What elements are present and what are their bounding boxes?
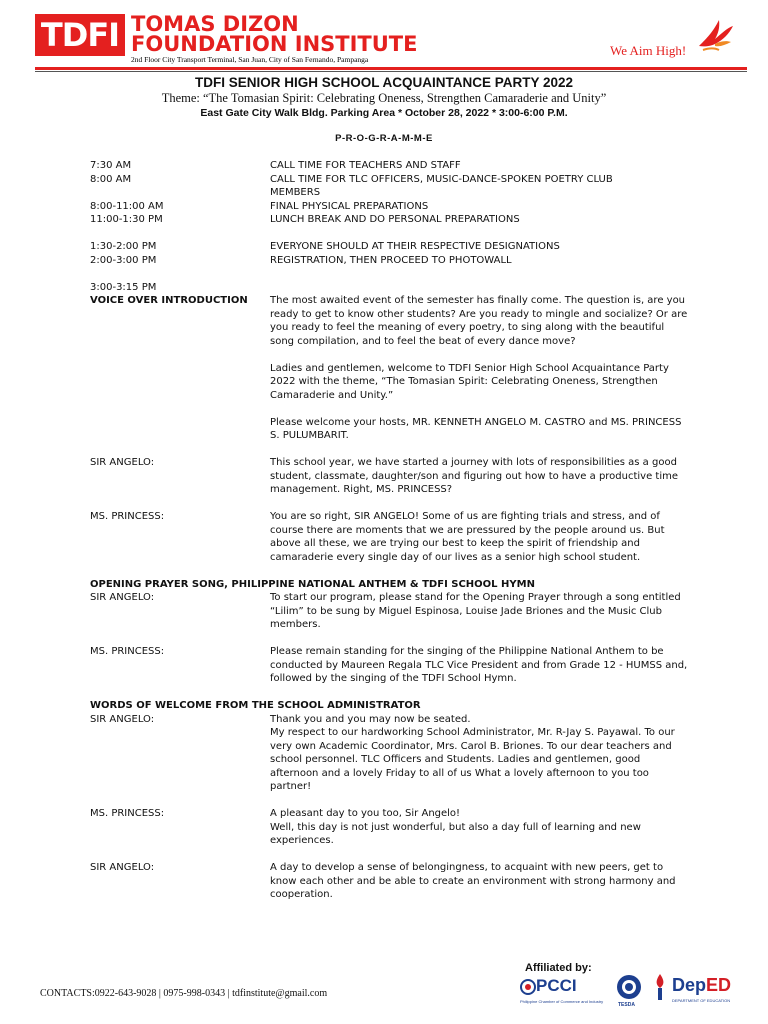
- speaker-label: MS. PRINCESS:: [90, 646, 165, 657]
- schedule-activity: REGISTRATION, THEN PROCEED TO PHOTOWALL: [270, 254, 512, 266]
- deped-name: [672, 975, 731, 996]
- speaker-line: Thank you and you may now be seated. My respect to our hardworking School Administrator, Mr. R-Jay S. Payawal. To our very own Academic Coordinator, Mrs. Carol B. Briones. To our dear teachers and school personnel. TLC Officers and Students. Ladies and gentlemen, good afternoon and a lovely Friday to all of us What a lovely afternoon to you too partner!: [270, 713, 675, 792]
- programme-body: [90, 159, 690, 902]
- voice-over-text: [270, 294, 690, 443]
- schedule-row: [90, 213, 690, 227]
- schedule-activity: CALL TIME FOR TEACHERS AND STAFF: [270, 160, 461, 171]
- programme-heading: P-R-O-G-R-A-M-M-E: [335, 133, 433, 144]
- header-rule-thin: [35, 71, 747, 72]
- schedule-activity: FINAL PHYSICAL PREPARATIONS: [270, 200, 429, 212]
- phoenix-logo-icon: [693, 12, 739, 54]
- schedule-time: 8:00-11:00 AM: [90, 200, 164, 212]
- speaker-label: SIR ANGELO:: [90, 862, 155, 873]
- tesda-name: TESDA: [618, 1002, 635, 1008]
- deped-torch-icon: [648, 972, 672, 1002]
- schedule-time: 3:00-3:15 PM: [90, 281, 157, 293]
- dialogue-row: [90, 591, 690, 632]
- schedule-row: [90, 240, 690, 254]
- schedule-activity: EVERYONE SHOULD AT THEIR RESPECTIVE DESIGNATIONS: [270, 241, 560, 252]
- schedule-row: [90, 254, 690, 268]
- voice-over-paragraph: Please welcome your hosts, MR. KENNETH ANGELO M. CASTRO and MS. PRINCESS S. PULUMBARIT.: [270, 416, 682, 441]
- schedule-row: [90, 281, 690, 295]
- voice-over-row: [90, 294, 690, 443]
- schedule-time: 8:00 AM: [90, 173, 132, 185]
- dialogue-row: [90, 861, 690, 902]
- schedule-activity: LUNCH BREAK AND DO PERSONAL PREPARATIONS: [270, 214, 520, 225]
- speaker-line: This school year, we have started a journey with lots of responsibilities as a good student, classmate, daughter/son and figuring out how to have a productive time management. Right, MS. PRINCESS?: [270, 457, 679, 495]
- event-venue: East Gate City Walk Bldg. Parking Area * October 28, 2022 * 3:00-6:00 P.M.: [200, 107, 568, 119]
- speaker-label: MS. PRINCESS:: [90, 511, 165, 522]
- org-name-line2: FOUNDATION INSTITUTE: [131, 32, 418, 56]
- schedule-row: [90, 173, 690, 200]
- speaker-label: MS. PRINCESS:: [90, 808, 165, 819]
- org-address: 2nd Floor City Transport Terminal, San Juan, City of San Fernando, Pampanga: [131, 55, 369, 64]
- voice-over-paragraph: Ladies and gentlemen, welcome to TDFI Senior High School Acquaintance Party 2022 with the theme, “The Tomasian Spirit: Celebrating Oneness, Strengthen Camaraderie and Unity.”: [270, 362, 669, 401]
- speaker-label: SIR ANGELO:: [90, 713, 155, 725]
- slogan: We Aim High!: [610, 43, 687, 58]
- tdfi-logo: TDFI: [35, 14, 125, 56]
- contacts: CONTACTS:0922-643-9028 | 0975-998-0343 | tdfinstitute@gmail.com: [40, 988, 328, 999]
- section-heading: OPENING PRAYER SONG, PHILIPPINE NATIONAL ANTHEM & TDFI SCHOOL HYMN: [90, 578, 535, 590]
- schedule-time: 2:00-3:00 PM: [90, 254, 157, 266]
- speaker-line: Please remain standing for the singing of the Philippine National Anthem to be conducted by Maureen Regala TLC Vice President and from Grade 12 - HUMSS and, followed by the singing of the TDFI School Hymn.: [270, 646, 688, 684]
- affiliated-label: Affiliated by:: [525, 962, 592, 974]
- speaker-label: SIR ANGELO:: [90, 457, 155, 468]
- document-title: TDFI SENIOR HIGH SCHOOL ACQUAINTANCE PARTY 2022: [194, 75, 574, 90]
- dialogue-row: [90, 807, 690, 848]
- speaker-line: You are so right, SIR ANGELO! Some of us are fighting trials and stress, and of course there are moments that we are pressured by the people around us. But above all these, we are trying our best to keep the spirit of friendship and camaraderie every single day of our lives as a senior high school student.: [270, 511, 665, 563]
- dialogue-row: [90, 713, 690, 794]
- org-name: [131, 14, 417, 54]
- voice-over-paragraph: The most awaited event of the semester has finally come. The question is, are you ready to get to know other students? Are you ready to mingle and socialize? Or are you ready to feel the meaning of every poetry, to sing along with the beautiful song compilation, and to feel the beat of every dance move?: [270, 295, 688, 347]
- section-heading: WORDS OF WELCOME FROM THE SCHOOL ADMINISTRATOR: [90, 700, 421, 711]
- header-rule: [35, 67, 747, 70]
- schedule-activity: CALL TIME FOR TLC OFFICERS, MUSIC-DANCE-SPOKEN POETRY CLUB MEMBERS: [270, 173, 613, 198]
- deped-name-dep: Dep: [672, 975, 707, 995]
- schedule-row: [90, 159, 690, 173]
- speaker-label: SIR ANGELO:: [90, 592, 155, 603]
- pcci-name: PCCI: [536, 976, 577, 995]
- dialogue-row: [90, 456, 690, 497]
- dialogue-row: [90, 645, 690, 686]
- dialogue-row: [90, 510, 690, 564]
- schedule-time: 11:00-1:30 PM: [90, 214, 163, 225]
- speaker-line: To start our program, please stand for the Opening Prayer through a song entitled “Lilim” to be sung by Miguel Espinosa, Louise Jade Briones and the Music Club members.: [270, 592, 681, 630]
- voice-over-label: VOICE OVER INTRODUCTION: [90, 295, 248, 306]
- schedule-activity: [270, 281, 690, 295]
- tesda-seal-icon: [614, 974, 644, 1004]
- speaker-line: A pleasant day to you too, Sir Angelo! Well, this day is not just wonderful, but also a day full of learning and new experiences.: [270, 808, 641, 846]
- schedule-time: 1:30-2:00 PM: [90, 241, 157, 252]
- speaker-line: A day to develop a sense of belongingness, to acquaint with new peers, get to know each other and be able to create an environment with strong harmony and cooperation.: [270, 862, 676, 900]
- org-name-line1: TOMAS DIZON: [131, 12, 299, 36]
- schedule-time: 7:30 AM: [90, 160, 132, 171]
- schedule-row: [90, 200, 690, 214]
- deped-subtitle: DEPARTMENT OF EDUCATION: [672, 998, 731, 1003]
- event-theme: Theme: “The Tomasian Spirit: Celebrating Oneness, Strengthen Camaraderie and Unity”: [161, 91, 607, 105]
- deped-name-ed: ED: [706, 975, 732, 995]
- pcci-subtitle: Philippine Chamber of Commerce and Industry: [520, 999, 604, 1004]
